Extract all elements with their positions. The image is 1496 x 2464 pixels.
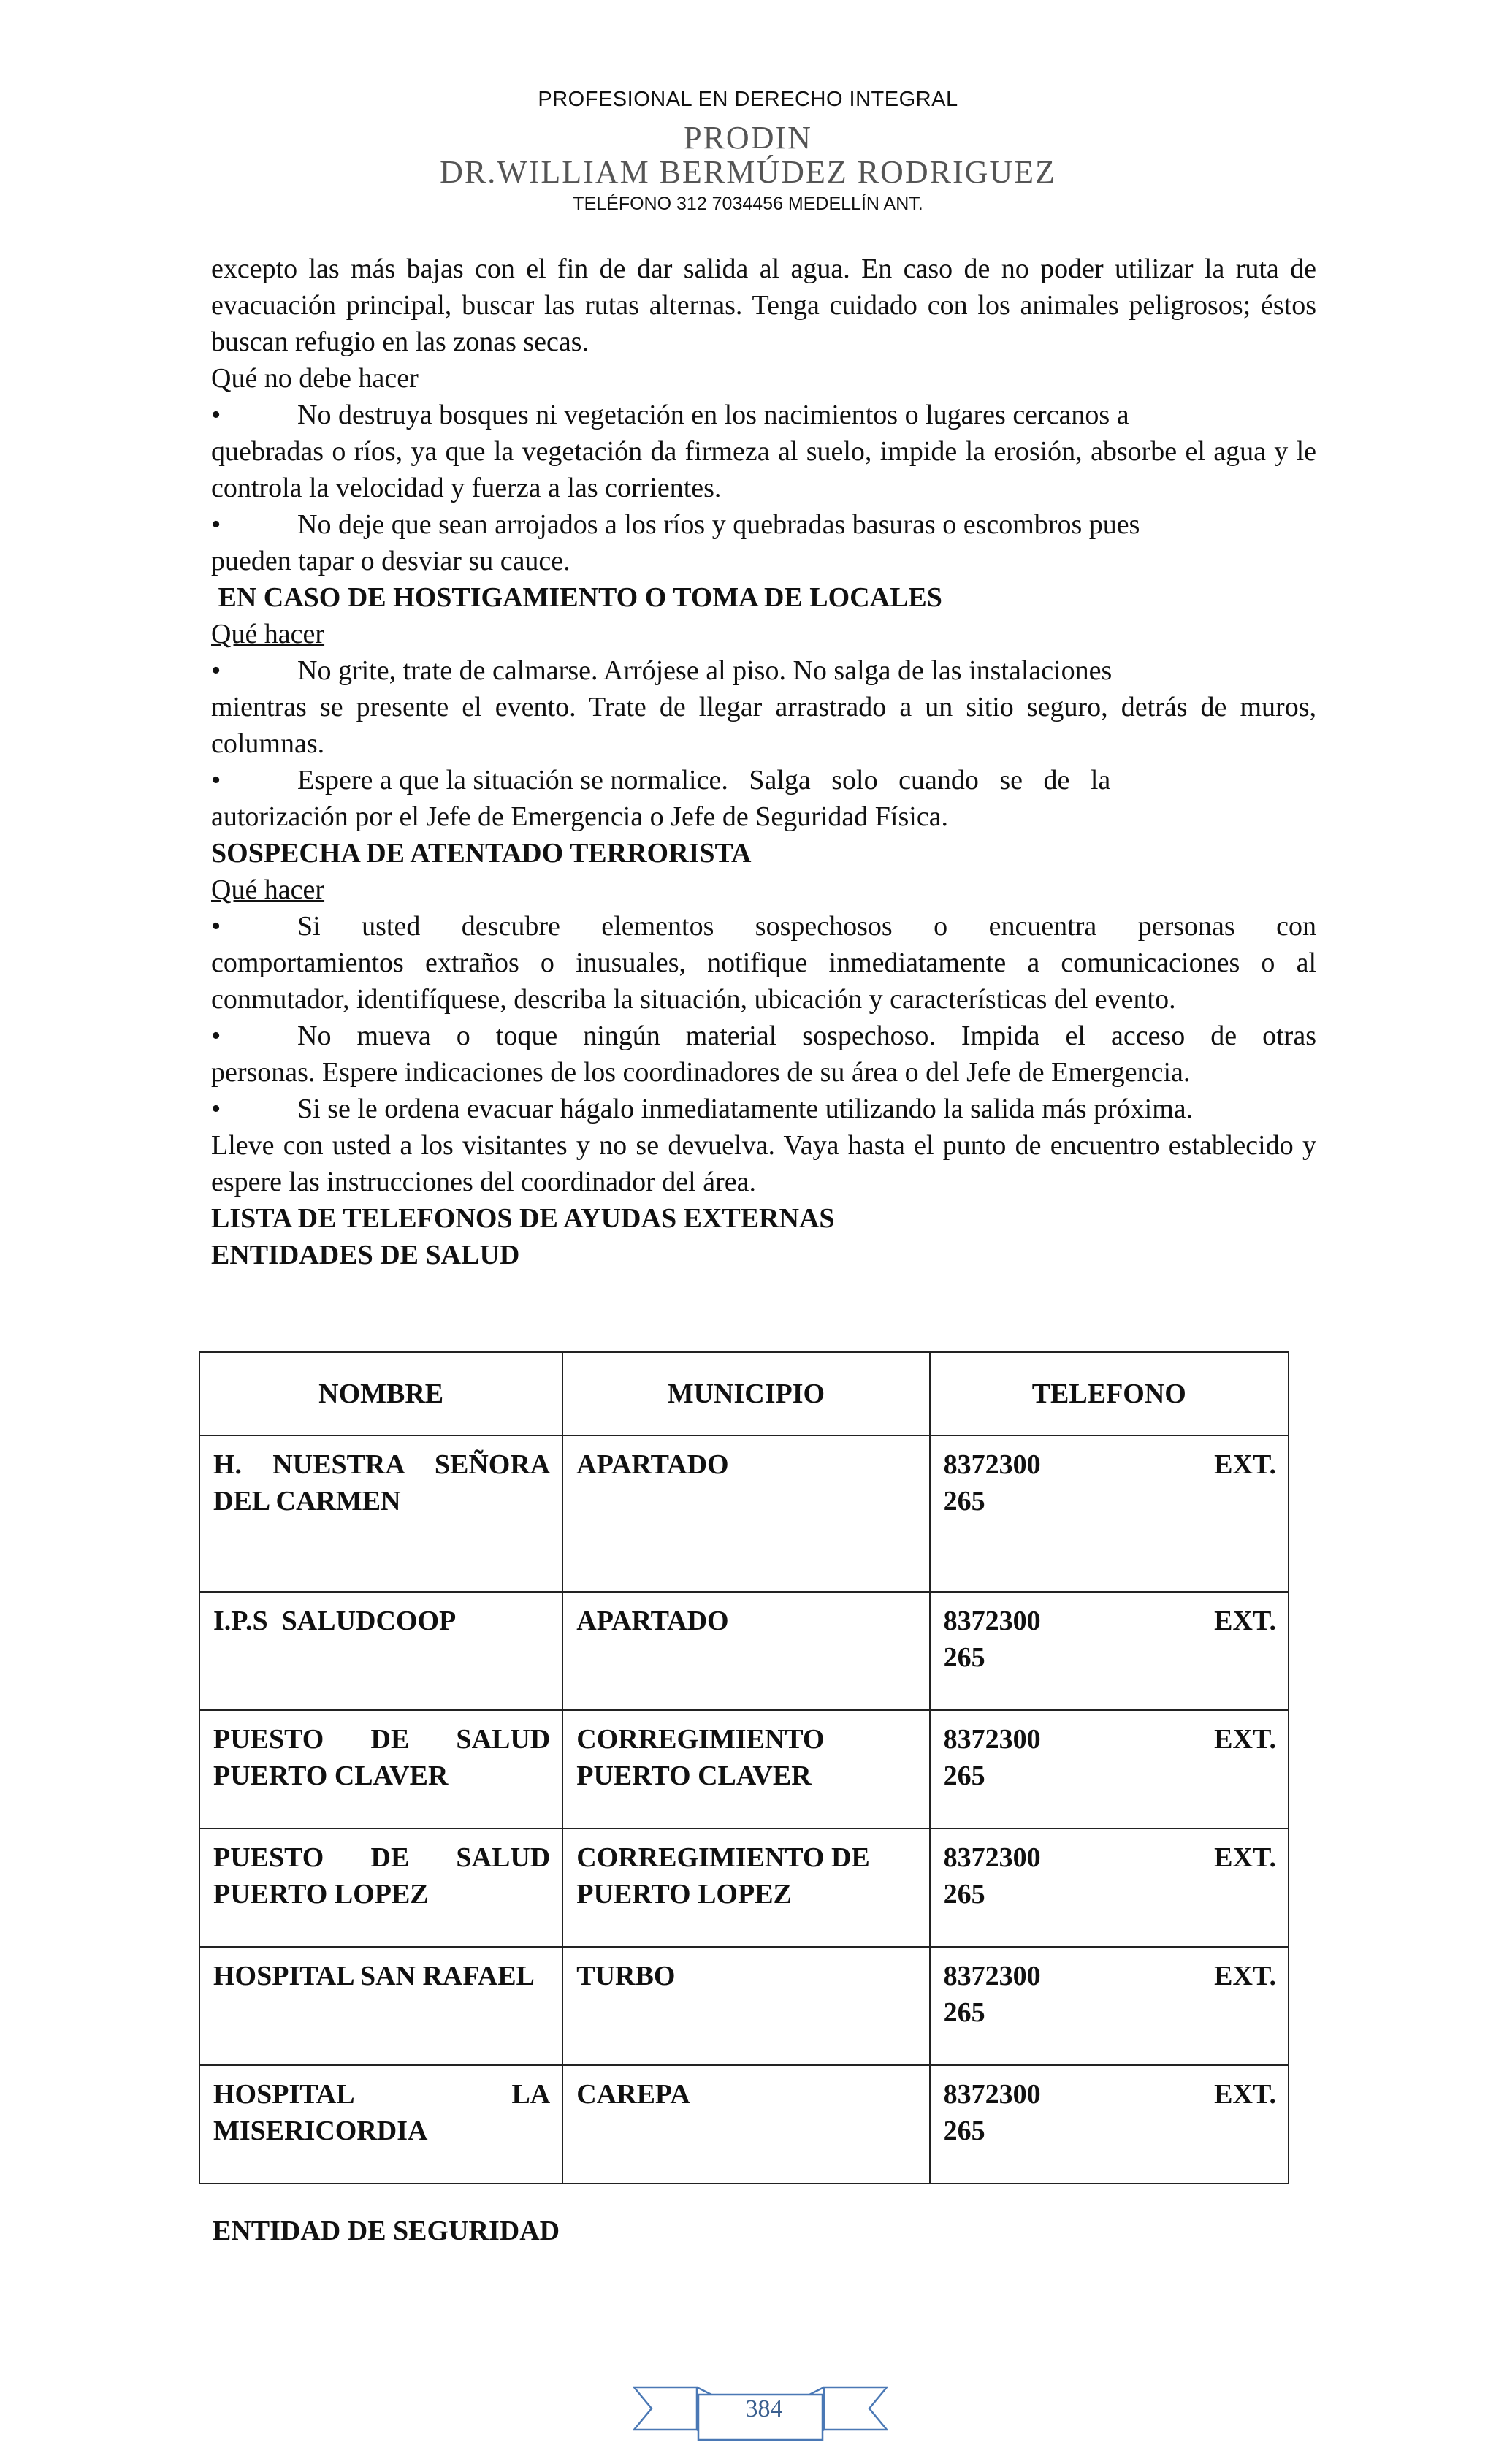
cell-telefono: 8372300 EXT. 265 (930, 1592, 1289, 1710)
bullet-icon: • (211, 1094, 221, 1124)
bullet-item: • Si usted descubre elementos sospechosos o encuentra personas con comportamientos extraños o inusuales, notifique inmediatamente a comunicaciones o al conmutador, identifíquese, describa la situación, ubicación y características del evento. (211, 908, 1316, 1018)
paragraph: excepto las más bajas con el fin de dar salida al agua. En caso de no poder utilizar la ruta de evacuación principal, buscar las rutas alternas. Tenga cuidado con los animales peligrosos; éstos buscan refugio en las zonas secas. (211, 253, 1316, 357)
cell-nombre: HOSPITAL LA MISERICORDIA (199, 2065, 562, 2183)
table-row (199, 2065, 1289, 2183)
bullet-icon: • (211, 1021, 221, 1051)
subheading: Qué no debe hacer (211, 363, 419, 394)
cell-telefono: 8372300 EXT. 265 (930, 1710, 1289, 1828)
cell-municipio: CORREGIMIENTO DE PUERTO LOPEZ (562, 1828, 929, 1947)
cell-nombre: PUESTO DE SALUD PUERTO LOPEZ (199, 1828, 562, 1947)
bullet-icon: • (211, 400, 221, 430)
table-header-row (199, 1352, 1289, 1435)
header-title: PROFESIONAL EN DERECHO INTEGRAL (538, 88, 958, 111)
subheading: Qué hacer (211, 619, 325, 649)
bullet-icon: • (211, 509, 221, 540)
table-row (199, 1947, 1289, 2065)
page-number: 384 (745, 2395, 783, 2422)
section-heading: ENTIDAD DE SEGURIDAD (213, 2216, 560, 2246)
header-org: PRODIN (684, 120, 812, 156)
column-header: NOMBRE (199, 1352, 562, 1435)
column-header: TELEFONO (930, 1352, 1289, 1435)
header-phone: TELÉFONO 312 7034456 MEDELLÍN ANT. (573, 194, 923, 214)
cell-telefono: 8372300 EXT. 265 (930, 1947, 1289, 2065)
bullet-icon: • (211, 655, 221, 686)
bullet-icon: • (211, 765, 221, 796)
cell-telefono: 8372300 EXT. 265 (930, 1828, 1289, 1947)
bullet-item: • No grite, trate de calmarse. Arrójese al piso. No salga de las instalaciones mientras se presente el evento. Trate de llegar arrastrado a un sitio seguro, detrás de muros, columnas. (211, 652, 1316, 762)
cell-municipio: APARTADO (562, 1435, 929, 1592)
table-row (199, 1828, 1289, 1947)
cell-nombre: H. NUESTRA SEÑORA DEL CARMEN (199, 1435, 562, 1592)
body-text (211, 251, 1316, 1273)
bullet-item: • No mueva o toque ningún material sospechoso. Impida el acceso de otras personas. Espere indicaciones de los coordinadores de su área o del Jefe de Emergencia. (211, 1018, 1316, 1091)
cell-telefono: 8372300 EXT. 265 (930, 1435, 1289, 1592)
bullet-icon: • (211, 911, 221, 942)
table-row (199, 1435, 1289, 1592)
cell-municipio: APARTADO (562, 1592, 929, 1710)
bullet-item: • No deje que sean arrojados a los ríos y quebradas basuras o escombros pues pueden tapar o desviar su cauce. (211, 506, 1316, 579)
bullet-item: • Espere a que la situación se normalice. Salga solo cuando se de la autorización por el Jefe de Emergencia o Jefe de Seguridad Física. (211, 762, 1316, 835)
section-heading: EN CASO DE HOSTIGAMIENTO O TOMA DE LOCALES (211, 582, 942, 613)
cell-nombre: PUESTO DE SALUD PUERTO CLAVER (199, 1710, 562, 1828)
bullet-item: • No destruya bosques ni vegetación en los nacimientos o lugares cercanos a quebradas o ríos, ya que la vegetación da firmeza al suelo, impide la erosión, absorbe el agua y le controla la velocidad y fuerza a las corrientes. (211, 397, 1316, 506)
cell-telefono: 8372300 EXT. 265 (930, 2065, 1289, 2183)
cell-municipio: TURBO (562, 1947, 929, 2065)
section-heading: SOSPECHA DE ATENTADO TERRORISTA (211, 838, 752, 869)
cell-municipio: CORREGIMIENTO PUERTO CLAVER (562, 1710, 929, 1828)
column-header: MUNICIPIO (562, 1352, 929, 1435)
health-entities-table (199, 1351, 1289, 2184)
table-row (199, 1710, 1289, 1828)
subheading: Qué hacer (211, 874, 325, 905)
bullet-item: • Si se le ordena evacuar hágalo inmediatamente utilizando la salida más próxima. Lleve con usted a los visitantes y no se devuelva. Vaya hasta el punto de encuentro establecido y espere las instrucciones del coordinador del área. (211, 1091, 1316, 1200)
section-heading: ENTIDADES DE SALUD (211, 1240, 520, 1270)
section-heading: LISTA DE TELEFONOS DE AYUDAS EXTERNAS (211, 1203, 835, 1234)
cell-municipio: CAREPA (562, 2065, 929, 2183)
cell-nombre: HOSPITAL SAN RAFAEL (199, 1947, 562, 2065)
cell-nombre: I.P.S SALUDCOOP (199, 1592, 562, 1710)
header-author: DR.WILLIAM BERMÚDEZ RODRIGUEZ (440, 154, 1056, 190)
table-row (199, 1592, 1289, 1710)
